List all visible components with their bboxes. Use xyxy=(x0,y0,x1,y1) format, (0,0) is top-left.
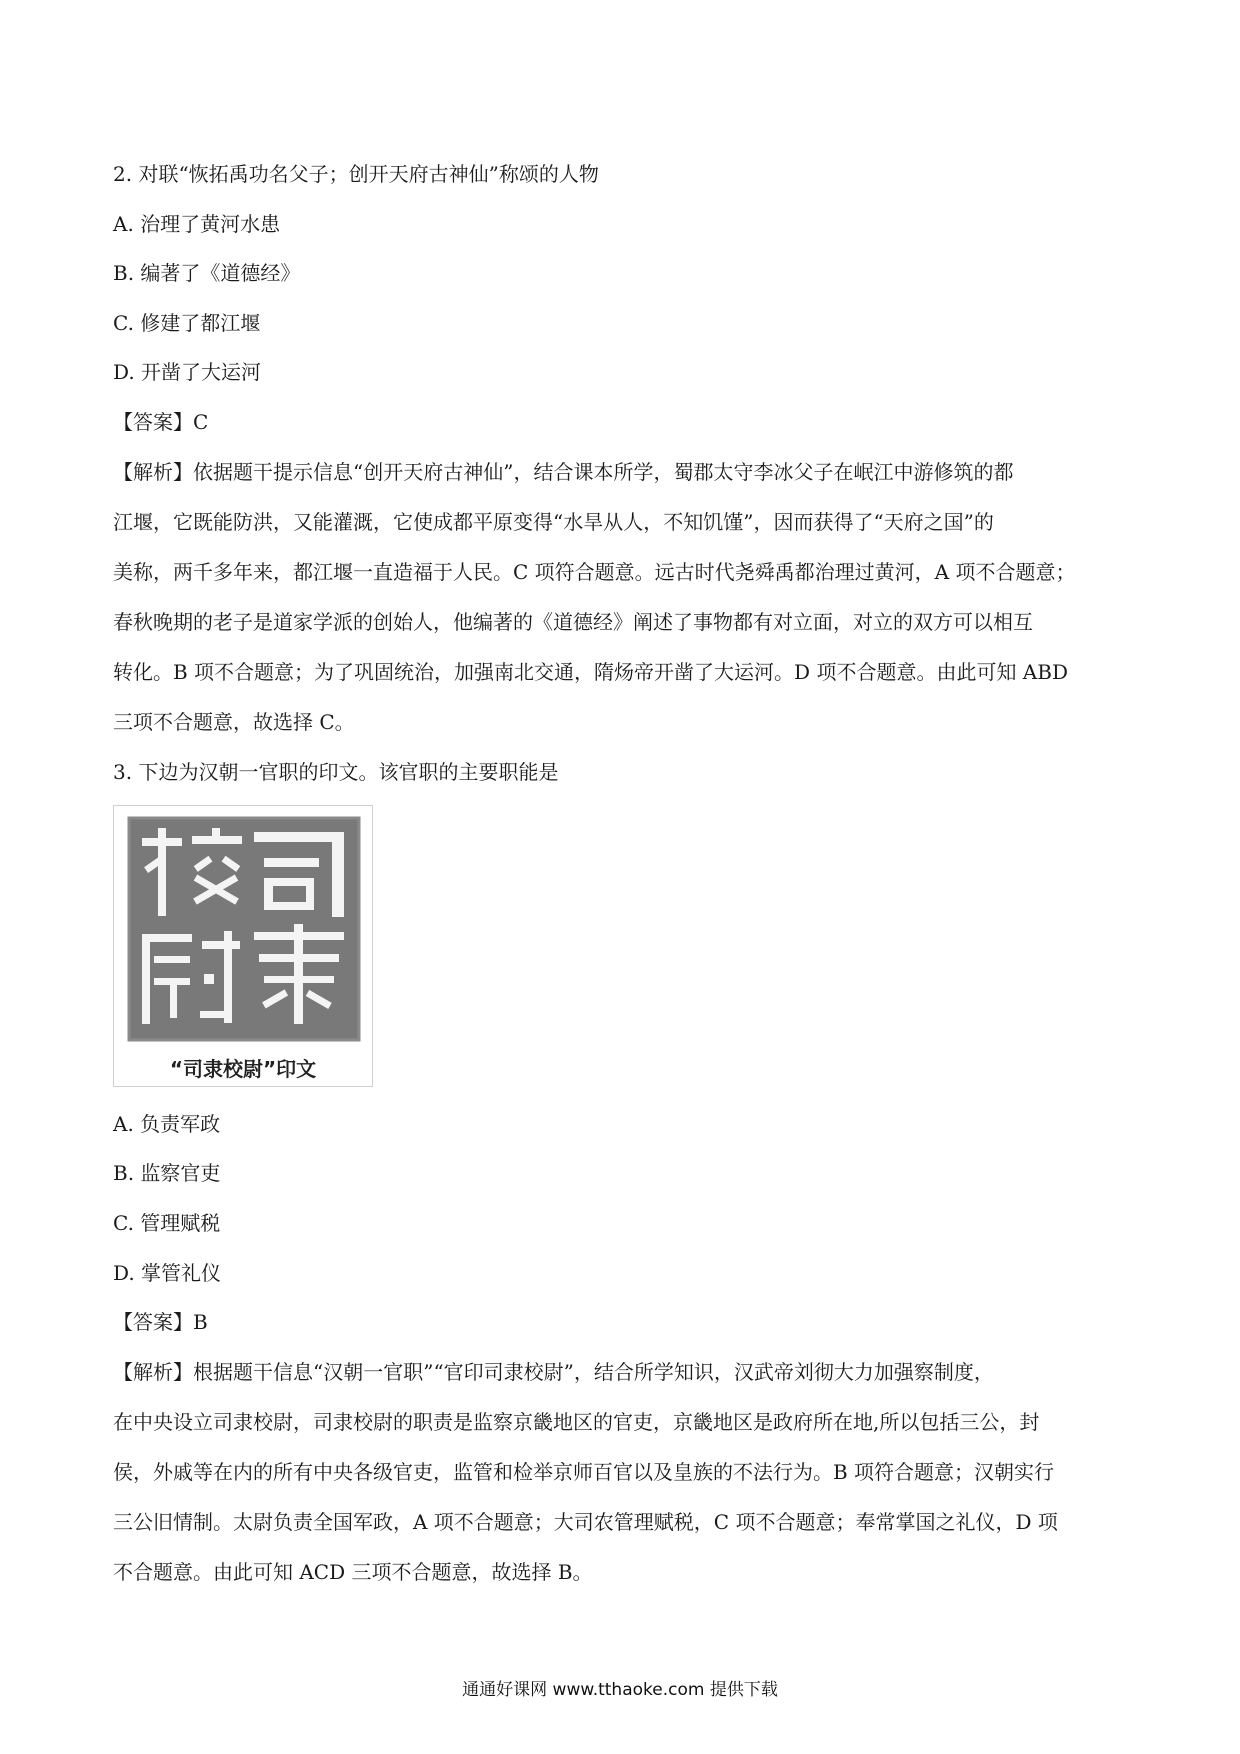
page-footer: 通通好课网 www.tthaoke.com 提供下载 xyxy=(462,1680,778,1700)
question-3-answer: 【答案】B xyxy=(113,1310,208,1334)
question-2-analysis xyxy=(113,447,1133,747)
analysis-line: 春秋晚期的老子是道家学派的创始人，他编著的《道德经》阐述了事物都有对立面，对立的双方可以相互 xyxy=(113,610,1033,634)
question-2-option-a: A. 治理了黄河水患 xyxy=(113,212,281,236)
question-3-option-c: C. 管理赋税 xyxy=(113,1211,221,1235)
seal-image xyxy=(113,805,373,1087)
question-2-stem: 2. 对联“恢拓禹功名父子；创开天府古神仙”称颂的人物 xyxy=(113,162,599,186)
question-2-option-c: C. 修建了都江堰 xyxy=(113,311,261,335)
question-3-option-b: B. 监察官吏 xyxy=(113,1161,221,1185)
question-2-answer: 【答案】C xyxy=(113,410,209,434)
question-3-option-a: A. 负责军政 xyxy=(113,1112,221,1136)
seal-stamp-graphic xyxy=(114,806,372,1051)
question-2-option-b: B. 编著了《道德经》 xyxy=(113,261,301,285)
analysis-line: 转化。B 项不合题意；为了巩固统治，加强南北交通，隋炀帝开凿了大运河。D 项不合题意。由此可知 ABD xyxy=(113,660,1068,684)
analysis-line: 三公旧情制。太尉负责全国军政，A 项不合题意；大司农管理赋税，C 项不合题意；奉常掌国之礼仪，D 项 xyxy=(113,1510,1058,1534)
analysis-line: 不合题意。由此可知 ACD 三项不合题意，故选择 B。 xyxy=(113,1560,593,1584)
question-3-stem: 3. 下边为汉朝一官职的印文。该官职的主要职能是 xyxy=(113,760,559,784)
analysis-line: 在中央设立司隶校尉，司隶校尉的职责是监察京畿地区的官吏，京畿地区是政府所在地,所以包括三公，封 xyxy=(113,1410,1040,1434)
analysis-line: 【解析】依据题干提示信息“创开天府古神仙”，结合课本所学，蜀郡太守李冰父子在岷江中游修筑的都 xyxy=(113,460,1014,484)
analysis-line: 三项不合题意，故选择 C。 xyxy=(113,710,355,734)
question-2-option-d: D. 开凿了大运河 xyxy=(113,360,262,384)
seal-caption: “司隶校尉”印文 xyxy=(169,1057,317,1081)
analysis-line: 侯，外戚等在内的所有中央各级官吏，监管和检举京师百官以及皇族的不法行为。B 项符合题意；汉朝实行 xyxy=(113,1460,1055,1484)
analysis-line: 江堰，它既能防洪，又能灌溉，它使成都平原变得“水旱从人，不知饥馑”，因而获得了“天府之国”的 xyxy=(113,510,994,534)
analysis-line: 美称，两千多年来，都江堰一直造福于人民。C 项符合题意。远古时代尧舜禹都治理过黄河，A 项不合题意； xyxy=(113,560,1076,584)
question-3-option-d: D. 掌管礼仪 xyxy=(113,1261,222,1285)
analysis-line: 【解析】根据题干信息“汉朝一官职”“官印司隶校尉”，结合所学知识，汉武帝刘彻大力加强察制度， xyxy=(113,1360,994,1384)
question-3-analysis xyxy=(113,1347,1133,1597)
